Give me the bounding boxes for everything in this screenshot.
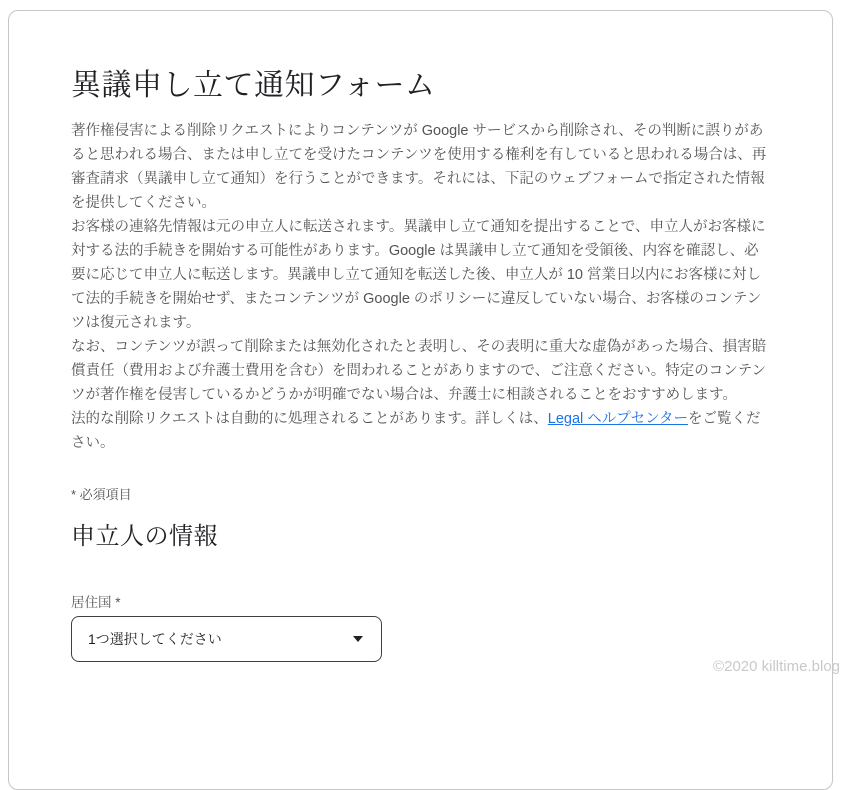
legal-note-paragraph (71, 407, 772, 455)
legal-note-before: 法的な削除リクエストは自動的に処理されることがあります。詳しくは、 (71, 411, 548, 427)
required-fields-note: * 必須項目 (71, 487, 132, 502)
country-field-label: 居住国 * (71, 595, 121, 610)
intro-paragraph: 著作権侵害による削除リクエストによりコンテンツが Google サービスから削除され、その判断に誤りがあると思われる場合、または申し立てを受けたコンテンツを使用する権利を有していると思われる場合は、再審査請求（異議申し立て通知）を行うことができます。それには、下記のウェブフォームで指定された情報を提供してください。 (71, 123, 767, 211)
section-title-complainant-info: 申立人の情報 (71, 523, 218, 550)
liability-paragraph: なお、コンテンツが誤って削除または無効化されたと表明し、その表明に重大な虚偽があった場合、損害賠償責任（費用および弁護士費用を含む）を問われることがありますので、ご注意ください。特定のコンテンツが著作権を侵害しているかどうかが明確でない場合は、弁護士に相談されることをおすすめします。 (71, 339, 767, 403)
watermark: ©2020 killtime.blog (713, 658, 840, 675)
page-title: 異議申し立て通知フォーム (71, 69, 436, 102)
country-field (71, 594, 770, 662)
dropdown-arrow-icon (353, 636, 363, 642)
country-select[interactable] (71, 616, 382, 662)
legal-help-center-link[interactable]: Legal ヘルプセンター (547, 411, 689, 427)
forwarding-paragraph: お客様の連絡先情報は元の申立人に転送されます。異議申し立て通知を提出することで、申立人がお客様に対する法的手続きを開始する可能性があります。Google は異議申し立て通知を受領後、内容を確認し、必要に応じて申立人に転送します。異議申し立て通知を転送した後、申立人が 10 営業日以内にお客様に対して法的手続きを開始せず、またコンテンツが Google のポリシーに違反していない場合、お客様のコンテンツは復元されます。 (71, 219, 766, 331)
legal-note-after: をご覧ください。 (71, 411, 761, 451)
country-select-value: 1つ選択してください (88, 631, 222, 647)
